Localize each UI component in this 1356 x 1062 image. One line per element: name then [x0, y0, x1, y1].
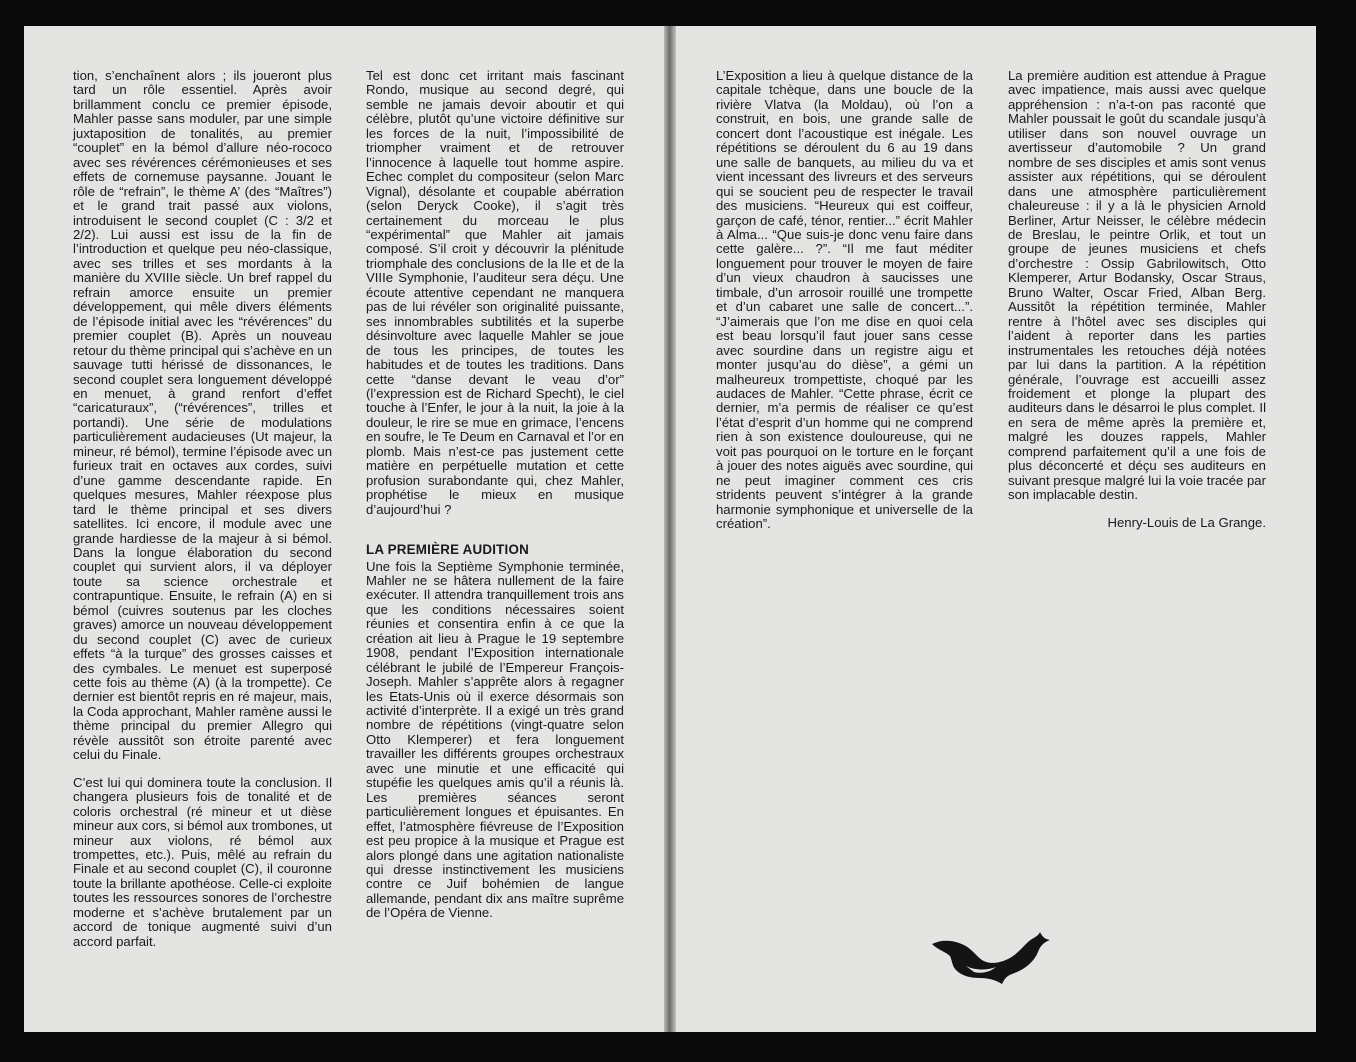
section-heading: LA PREMIÈRE AUDITION	[366, 542, 529, 558]
text-column-1	[73, 69, 332, 949]
author-signature: Henry-Louis de La Grange.	[1107, 514, 1266, 530]
paragraph: C’est lui qui dominera toute la conclusion. Il changera plusieurs fois de tonalité et de coloris orchestral (ré mineur et ut dièse mineur aux cors, si bémol aux trombones, ut mineur aux violons, ré bémol aux trompettes, etc.). Puis, mêlé au refrain du Finale et au second couplet (C), il couronne toute la brillante apothéose. Celle-ci exploite toutes les ressources sonores de l’orchestre moderne et s’achève brutalement par un accord de tonique augmenté suivi d’un accord parfait.	[73, 774, 332, 949]
paragraph: tion, s’enchaînent alors ; ils joueront plus tard un rôle essentiel. Après avoir brillamment conclu ce premier épisode, Mahler passe sans moduler, par une simple juxtaposition de tonalités, au premier “couplet” en la bémol d’allure néo-rococo avec ses révérences cérémonieuses et ses effets de cornemuse paysanne. Jouant le rôle de “refrain”, le thème A’ (des “Maîtres”) et le grand trait passé aux violons, introduisent le second couplet (C : 3/2 et 2/2). Lui aussi est issu de la fin de l’introduction et quelque peu néo-classique, avec ses trilles et ses mordants à la manière du XVIIIe siècle. Un bref rappel du refrain amorce ensuite un premier développement, qui mêle divers éléments de l’épisode initial avec les “révérences” du premier couplet (B). Après un nouveau retour du thème principal qui s’achève en un sauvage tutti hérissé de dissonances, le second couplet sera longuement développé en menuet, à grand renfort d’effet “caricaturaux”, (“révérences”, trilles et portandi). Une série de modulations particulièrement audacieuses (Ut majeur, la mineur, ré bémol), termine l’épisode avec un furieux trait en octaves aux cordes, suivi d’une gamme descendante rapide. En quelques mesures, Mahler réexpose plus tard le thème principal et ses divers satellites. Ici encore, il module avec une grande hardiesse de la majeur à si bémol. Dans la longue élaboration du second couplet qui survient alors, il va déployer toute sa science orchestrale et contrapuntique. Ensuite, le refrain (A) en si bémol (cuivres soutenus par les cloches graves) amorce un nouveau développement du second couplet (C) avec de curieux effets “à la turque” des grosses caisses et des cymbales. Le menuet est superposé cette fois au thème (A) (à la trompette). Ce dernier est bientôt repris en ré majeur, mais, la Coda approchant, Mahler ramène aussi le thème principal du premier Allegro qui révèle aussitôt son étroite parenté avec celui du Finale.	[73, 68, 332, 763]
text-column-2	[366, 69, 624, 921]
paragraph: La première audition est attendue à Prague avec impatience, mais aussi avec quelque appréhension : n’a-t-on pas raconté que Mahler poussait le goût du scandale jusqu’à utiliser dans son nouvel ouvrage un avertisseur d’automobile ? Un grand nombre de ses disciples et amis sont venus assister aux répétitions, qui se déroulent dans une atmosphère particulièrement chaleureuse : il y a là le physicien Arnold Berliner, Artur Neisser, le célèbre médecin de Breslau, le peintre Orlik, et tout un groupe de jeunes musiciens et chefs d’orchestre : Ossip Gabrilowitsch, Otto Klemperer, Artur Bodansky, Oscar Straus, Bruno Walter, Oscar Fried, Alban Berg. Aussitôt la répétition terminée, Mahler rentre à l’hôtel avec ses disciples qui l’aident à reporter dans les parties instrumentales les retouches déjà notées par lui dans la partition. A la répétition générale, l’ouvrage est accueilli assez froidement et plonge la plupart des auditeurs dans le désarroi le plus complet. Il en sera de même après la première et, malgré les douzes rappels, Mahler comprend parfaitement qu’il a une fois de plus déconcerté et déçu ses auditeurs en suivant presque malgré lui la voie tracée par son implacable destin.	[1008, 68, 1266, 503]
paragraph: Tel est donc cet irritant mais fascinant Rondo, musique au second degré, qui semble ne jamais devoir aboutir et qui célèbre, plutôt qu’une victoire définitive sur les forces de la nuit, l’impossibilité de triompher vraiment et de retrouver l’innocence à laquelle tout homme aspire. Echec complet du compositeur (selon Marc Vignal), désolante et coupable abérration (selon Deryck Cooke), il s’agit très certainement du morceau le plus “expérimental” que Mahler ait jamais composé. S’il croit y découvrir la plénitude triomphale des conclusions de la IIe et de la VIIIe Symphonie, l’auditeur sera déçu. Une écoute attentive cependant ne manquera pas de lui révéler son originalité puissante, ses innombrables subtilités et la superbe désinvolture avec laquelle Mahler se joue de tous les principes, de toutes les habitudes et de toutes les traditions. Dans cette “danse devant le veau d’or” (l’expression est de Richard Specht), le ciel touche à l’Enfer, le jour à la nuit, la joie à la douleur, le rire se mue en grimace, l’encens en soufre, le Te Deum en Carnaval et l’or en plomb. Mais n’est-ce pas justement cette matière en perpétuelle mutation et cette profusion surabondante qui, chez Mahler, prophétise le mieux en musique d’aujourd’hui ?	[366, 68, 624, 517]
book-gutter	[664, 26, 676, 1032]
text-column-4	[1008, 69, 1266, 530]
text-column-3	[716, 69, 973, 532]
paragraph: L’Exposition a lieu à quelque distance de la capitale tchèque, dans une boucle de la rivière Vlatva (la Moldau), où l’on a construit, en bois, une grande salle de concert dont l’acoustique est inégale. Les répétitions se déroulent du 6 au 19 dans une salle de banquets, au milieu du va et vient incessant des livreurs et des serveurs qui se soucient peu de respecter le travail des musiciens. “Heureux qui est coiffeur, garçon de café, ténor, rentier...” écrit Mahler à Alma... “Que suis-je donc venu faire dans cette galère... ?”. “Il me faut méditer longuement pour trouver le moyen de faire d’un vieux chaudron à saucisses une timbale, d’un arrosoir rouillé une trompette et d’un cabaret une salle de concert...”. “J’aimerais que l’on me dise en quoi cela est beau lorsqu’il faut jouer sans cesse avec sourdine dans un registre aigu et monter jusqu’au do dièse”, a gémi un malheureux trompettiste, choqué par les audaces de Mahler. “Cette phrase, écrit ce dernier, m’a permis de réaliser ce qu’est l’état d’esprit d’un homme qui ne comprend rien à son existence douloureuse, qui ne voit pas pourquoi on le torture en le forçant à jouer des notes aiguës avec sourdine, qui ne peut imaginer comment ces cris stridents peuvent s’intégrer à la grande harmonie symphonique et universelle de la création”.	[716, 68, 973, 532]
paragraph: Une fois la Septième Symphonie terminée, Mahler ne se hâtera nullement de la faire exécuter. Il attendra tranquillement trois ans que les conditions nécessaires soient réunies et consentira enfin à ce que la création ait lieu à Prague le 19 septembre 1908, pendant l’Exposition internationale célébrant le jubilé de l’Empereur François-Joseph. Mahler s’apprête alors à regagner les Etats-Unis où il exerce désormais son activité d’interprète. Il a exigé un très grand nombre de répétitions (vingt-quatre selon Otto Klemperer) et fera longuement travailler les différents groupes orchestraux avec une minutie et une efficacité qui stupéfie les quelques amis qu’il a réunis là. Les premières séances seront particulièrement longues et épuisantes. En effet, l’atmosphère fiévreuse de l’Exposition est peu propice à la musique et Prague est alors plongé dans une agitation nationaliste qui dresse instinctivement les musiciens contre ce Juif bohémien de langue allemande, pendant dix ans maître suprême de l’Opéra de Vienne.	[366, 558, 624, 921]
bird-emblem-icon	[928, 930, 1054, 986]
